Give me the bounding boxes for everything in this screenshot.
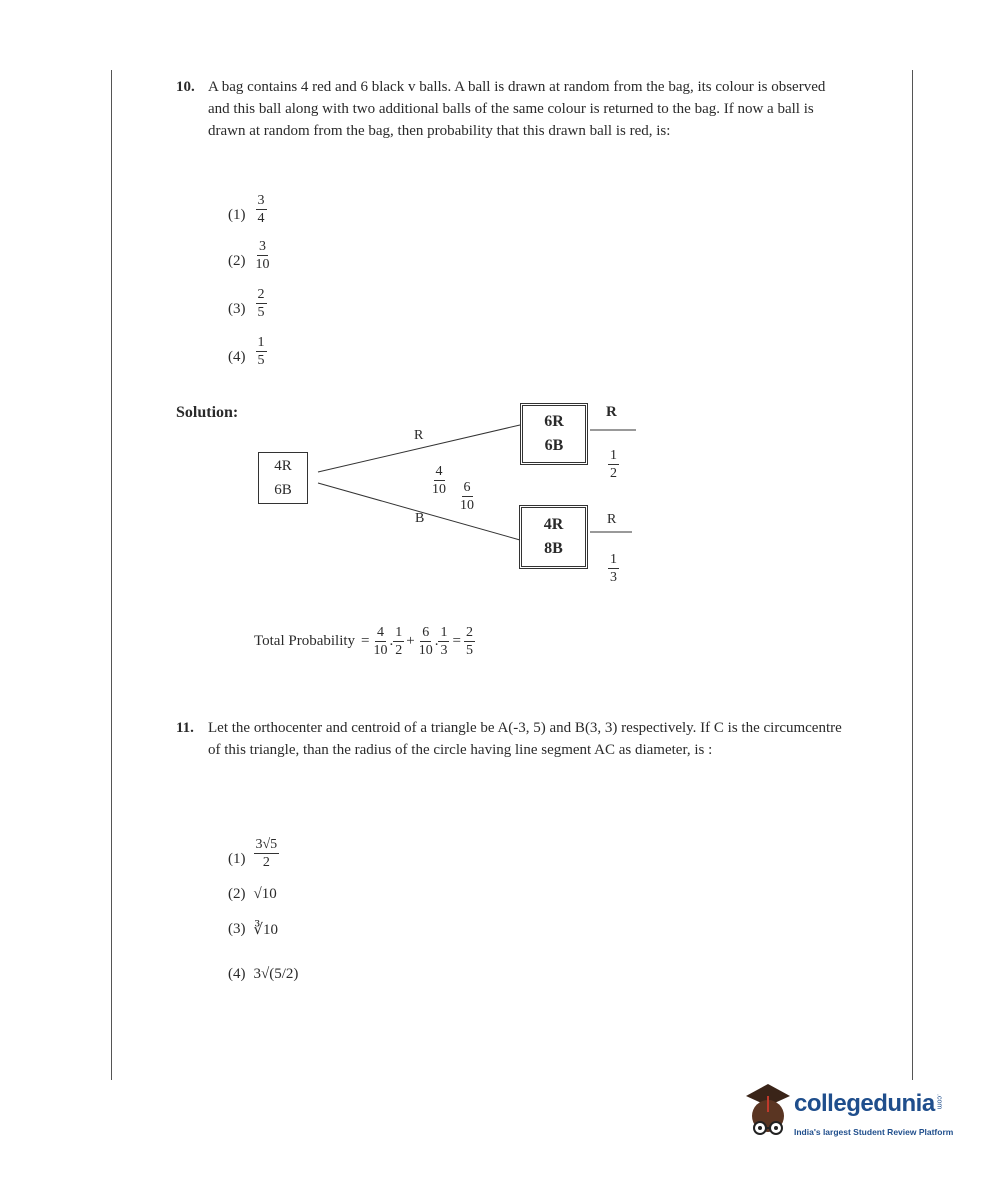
option-fraction: $\frac{1}{5}$ (257, 335, 265, 368)
eq-frac-5: $\frac{2}{5}$ (465, 625, 473, 658)
start-box-black: 6B (274, 482, 292, 498)
question-11 (176, 717, 848, 761)
start-box (258, 452, 308, 504)
top-box (520, 403, 588, 465)
start-box-red: 4R (274, 458, 292, 474)
option-label: (1) (228, 207, 246, 223)
top-outcome-prob: $\frac{1}{2}$ (610, 448, 617, 481)
branch-label-b: B (415, 511, 425, 526)
branch-label-r: R (414, 428, 424, 443)
total-label: Total Probability (254, 633, 356, 649)
top-outcome-r: R (606, 404, 617, 420)
option-value: 3√(5/2) (253, 966, 299, 982)
top-box-black: 6B (544, 437, 564, 454)
collegedunia-logo (738, 1082, 968, 1152)
bottom-box-red: 4R (543, 516, 564, 533)
bottom-box (519, 505, 588, 569)
option-label: (2) (228, 253, 246, 269)
option-fraction: $\frac{3}{4}$ (257, 193, 265, 226)
prob-red: $\frac{4}{10}$ (432, 464, 446, 497)
question-text: Let the orthocenter and centroid of a triangle be A(-3, 5) and B(3, 3) respectively. If C is the circumcentre of this triangle, than the radius of the circle having line segment AC as diameter, is : (208, 720, 842, 758)
option-label: (4) (228, 966, 246, 982)
question-text: A bag contains 4 red and 6 black v balls. A ball is drawn at random from the bag, its colour is observed and this ball along with two additional balls of the same colour is returned to the bag. If now a ball is drawn at random from the bag, then probability that this drawn ball is red, is: (208, 79, 826, 139)
brand-domain: .com (935, 1094, 943, 1110)
eq-frac-1: $\frac{4}{10}$ (373, 625, 388, 658)
option-label: (3) (228, 301, 246, 317)
q11-option-2 (228, 886, 277, 903)
option-fraction: $\frac{3√5}{2}$ (255, 837, 278, 870)
bottom-box-black: 8B (544, 540, 563, 557)
option-label: (1) (228, 851, 246, 867)
option-fraction: $\frac{3}{10}$ (255, 239, 270, 272)
eq-frac-4: $\frac{1}{3}$ (440, 625, 448, 658)
option-value: √10 (253, 886, 277, 902)
option-label: (4) (228, 349, 246, 365)
q11-option-4 (228, 966, 298, 983)
solution-label: Solution: (176, 404, 239, 421)
prob-black: $\frac{6}{10}$ (460, 480, 474, 513)
top-box-red: 6R (544, 413, 564, 430)
brand-name: collegedunia (794, 1090, 935, 1117)
q11-option-1 (228, 836, 279, 871)
option-value: ∛10 (253, 922, 279, 938)
option-fraction: $\frac{2}{5}$ (257, 287, 265, 320)
question-number: 10. (176, 79, 195, 95)
question-number: 11. (176, 720, 194, 736)
total-probability-equation: Total Probability = $\frac{4}{10}$ . $\frac{1}{2}$ + $\frac{6}{10}$ . $\frac{1}{3}$ = $\frac{2}{5}$ (254, 625, 473, 658)
eq-frac-2: $\frac{1}{2}$ (395, 625, 403, 658)
brand-tagline: India's largest Student Review Platform (794, 1127, 954, 1137)
option-label: (3) (228, 921, 246, 937)
mascot-icon (738, 1082, 794, 1146)
q11-option-3 (228, 920, 278, 939)
bottom-outcome-prob: $\frac{1}{3}$ (610, 552, 617, 585)
equals-sign: = (361, 633, 370, 649)
bottom-outcome-r: R (607, 512, 617, 527)
eq-frac-3: $\frac{6}{10}$ (418, 625, 433, 658)
option-label: (2) (228, 886, 246, 902)
